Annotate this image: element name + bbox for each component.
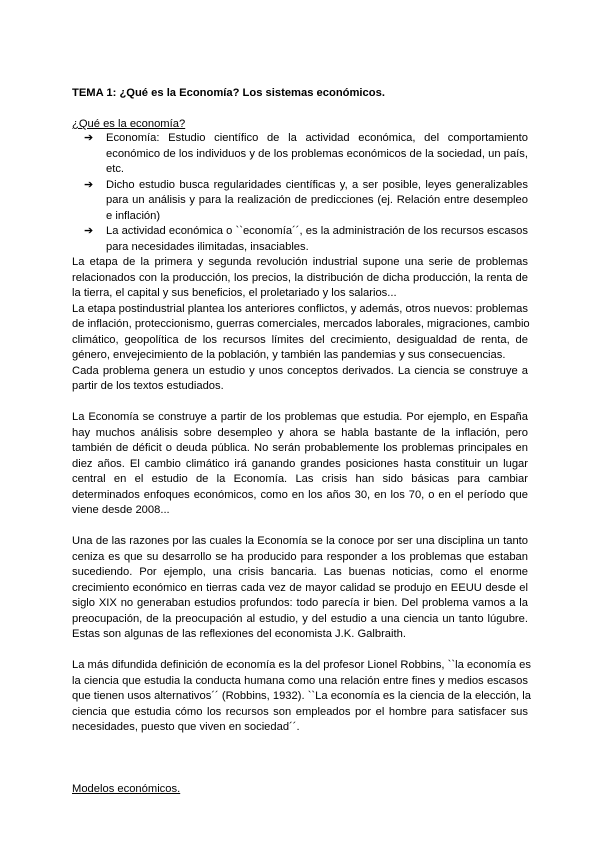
paragraph-line: preocupación, de la preocupación al estudio, y del estudio a una ciencia un tanto lúgubre. [72,612,528,625]
paragraph-line: hay muchos análisis sobre desempleo y ahora se habla bastante de la inflación, pero [72,426,528,439]
paragraph-line: La Economía se construye a partir de los problemas que estudia. Por ejemplo, en España [72,411,528,423]
paragraph-line: Cada problema genera un estudio y unos conceptos derivados. La ciencia se construye a [72,364,528,377]
paragraph-line: La etapa postindustrial plantea los anteriores conflictos, y además, otros nuevos: problemas [72,302,528,315]
paragraph-line: género, envejecimiento de la población, y también las pandemias y sus consecuencias. [72,349,506,361]
page-title: TEMA 1: ¿Qué es la Economía? Los sistemas económicos. [72,87,385,99]
paragraph-line: La más difundida definición de economía es la del profesor Lionel Robbins, ``la economía es [72,659,531,671]
paragraph-line: la tierra, el capital y sus beneficios, el proletariado y los salarios... [72,287,397,299]
bullet-1-line-2: económico de los individuos y de los problemas económicos de la sociedad, un país, [106,147,528,160]
bullet-3-line-2: para necesidades ilimitadas, insaciables. [106,240,309,253]
paragraph-line: climático, geopolítica de los recursos límites del crecimiento, desigualdad de renta, de [72,333,528,346]
paragraph-line: determinados enfoques económicos, como en los años 30, en los 70, o en el período que [72,488,528,501]
bullet-2-line-3: e inflación) [106,209,161,222]
bullet-2-line-1: Dicho estudio busca regularidades científicas y, a ser posible, leyes generalizables [106,178,528,191]
paragraph-line: ciencia que estudia cómo los recursos son empleados por el hombre para satisfacer sus [72,705,528,718]
paragraph-line: ceniza es que su desarrollo se ha producido para responder a los problemas que estaban [72,550,528,563]
paragraph-line: la ciencia que estudia la conducta humana como una relación entre fines y medios escasos [72,674,528,687]
paragraph-line: que tienen usos alternativos´´ (Robbins, 1932). ``La economía es la ciencia de la elección, la [72,690,531,702]
arrow-bullet-icon: ➔ [84,225,94,237]
paragraph-line: La etapa de la primera y segunda revolución industrial supone una serie de problemas [72,256,528,268]
paragraph-line: central en el estudio de la Economía. Las crisis han sido básicas para cambiar [72,473,528,485]
paragraph-line: crecimiento económico en tierras cada vez de mayor calidad se produjo en EEUU desde el [72,581,528,594]
paragraph-line: relacionados con la producción, los precios, la distribución de dicha producción, la renta de [72,271,528,284]
bullet-1-line-1: Economía: Estudio científico de la actividad económica, del comportamiento [106,132,528,144]
paragraph-line: sucediendo. Por ejemplo, una crisis bancaria. Las buenas noticias, como el enorme [72,566,528,578]
paragraph-line: necesidades, puesto que viven en sociedad´´. [72,721,300,733]
paragraph-line: Estas son algunas de las reflexiones del economista J.K. Galbraith. [72,628,406,640]
paragraph-line: Una de las razones por las cuales la Economía se la conoce por ser una disciplina un tanto [72,535,528,547]
paragraph-line: también de déficit o deuda pública. No serán probablemente los problemas principales en [72,442,528,454]
bullet-2-line-2: para un análisis y para la realización de predicciones (ej. Relación entre desempleo [106,194,528,206]
paragraph-line: de inflación, proteccionismo, guerras comerciales, mercados laborales, migraciones, cambio [72,318,530,330]
section-heading-modelos: Modelos económicos. [72,783,181,795]
paragraph-line: viene desde 2008... [72,504,170,516]
paragraph-line: siglo XIX no generaban estudios profundos: todo parecía ir bien. Del problema vamos a la [72,597,528,609]
bullet-1-line-3: etc. [106,163,125,175]
arrow-bullet-icon: ➔ [84,178,94,191]
bullet-3-line-1: La actividad económica o ``economía´´, es la administración de los recursos escasos [106,225,528,237]
section-heading-que-es: ¿Qué es la economía? [72,118,186,130]
arrow-bullet-icon: ➔ [84,132,94,144]
paragraph-line: diez años. El cambio climático irá ganando grandes posiciones hasta constituir un lugar [72,457,528,470]
paragraph-line: partir de los textos estudiados. [72,380,224,392]
